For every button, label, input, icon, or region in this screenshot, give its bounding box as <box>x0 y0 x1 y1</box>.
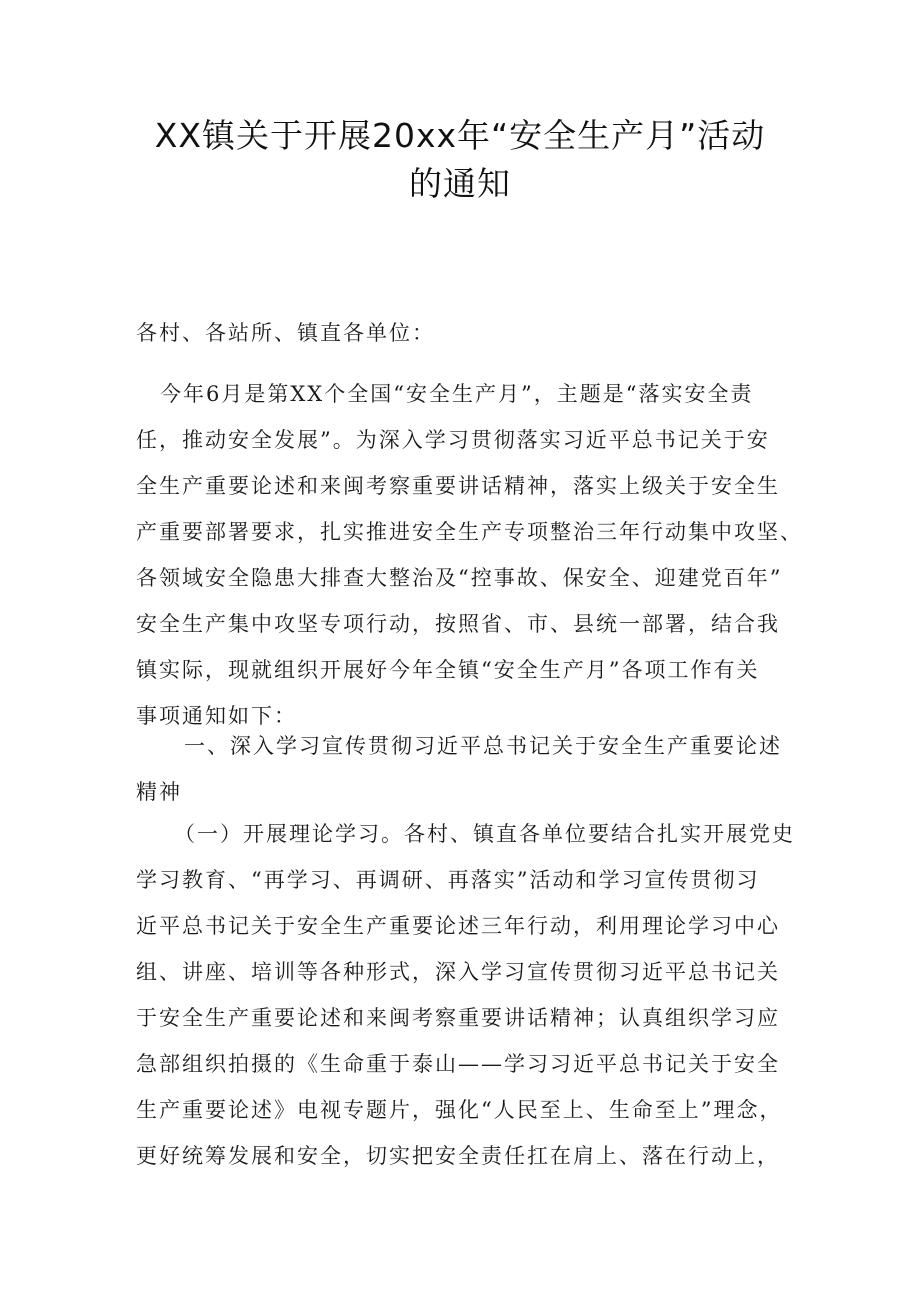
salutation: 各村、各站所、镇直各单位： <box>136 321 435 345</box>
title-line: 的通知 <box>409 164 511 203</box>
paragraph-line: 全生产重要论述和来闽考察重要讲话精神，落实上级关于安全生 <box>136 474 780 498</box>
heading-line: 一、深入学习宣传贯彻习近平总书记关于安全生产重要论述 <box>184 734 782 758</box>
section-heading-1 <box>136 723 796 815</box>
paragraph-line: 急部组织拍摄的《生命重于泰山——学习习近平总书记关于安全 <box>136 1052 780 1076</box>
paragraph-line: 今年6月是第XX个全国“安全生产月”，主题是“落实安全责 <box>160 382 754 406</box>
heading-line: 精神 <box>136 780 182 804</box>
subsection-paragraph-1 <box>136 811 796 1179</box>
paragraph-line: 生产重要论述》电视专题片，强化“人民至上、生命至上”理念， <box>136 1098 783 1122</box>
notice-title <box>120 112 800 208</box>
paragraph-line: 于安全生产重要论述和来闽考察重要讲话精神；认真组织学习应 <box>136 1006 780 1030</box>
paragraph-line: 组、讲座、培训等各种形式，深入学习宣传贯彻习近平总书记关 <box>136 960 780 984</box>
title-line: XX镇关于开展20xx年“安全生产月”活动 <box>154 116 766 155</box>
paragraph-line: 事项通知如下： <box>136 704 297 728</box>
paragraph-line: 近平总书记关于安全生产重要论述三年行动，利用理论学习中心 <box>136 914 780 938</box>
paragraph-line: 任，推动安全发展”。为深入学习贯彻落实习近平总书记关于安 <box>136 428 770 452</box>
paragraph-line: 镇实际，现就组织开展好今年全镇“安全生产月”各项工作有关 <box>136 658 760 682</box>
intro-paragraph <box>136 371 803 739</box>
paragraph-line: 更好统筹发展和安全，切实把安全责任扛在肩上、落在行动上， <box>136 1144 780 1168</box>
paragraph-line: （一）开展理论学习。各村、镇直各单位要结合扎实开展党史 <box>174 822 795 846</box>
paragraph-line: 各领域安全隐患大排查大整治及“控事故、保安全、迎建党百年” <box>136 566 783 590</box>
paragraph-line: 产重要部署要求，扎实推进安全生产专项整治三年行动集中攻坚、 <box>136 520 803 544</box>
paragraph-line: 安全生产集中攻坚专项行动，按照省、市、县统一部署，结合我 <box>136 612 780 636</box>
paragraph-line: 学习教育、“再学习、再调研、再落实”活动和学习宣传贯彻习 <box>136 868 760 892</box>
